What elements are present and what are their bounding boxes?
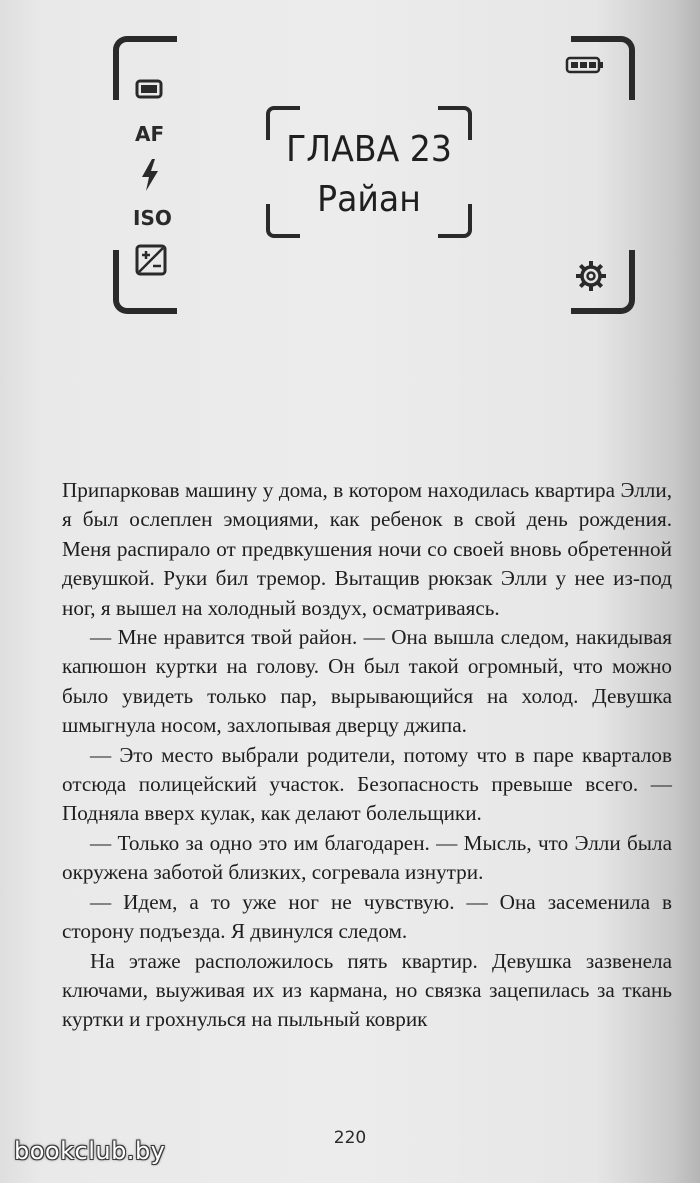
paragraph: — Идем, а то уже ног не чувствую. — Она засеменила в сторону подъезда. Я двинулся следом. [62, 889, 672, 944]
paragraph: — Только за одно это им благодарен. — Мысль, что Элли была окружена заботой близких, согревала изнутри. [62, 830, 672, 885]
paragraph: — Это место выбрали родители, потому что в паре кварталов отсюда полицейский участок. Безопасность превыше всего. — Подняла вверх кулак, как делают болельщики. [62, 742, 672, 826]
iso-label: ISO [133, 206, 172, 230]
chapter-character-name: Райан [317, 179, 421, 220]
af-label: AF [135, 122, 165, 146]
page-number: 220 [333, 1128, 367, 1148]
chapter-title-box [266, 106, 472, 238]
battery-bars-icon [565, 56, 605, 78]
flash-icon [139, 158, 161, 196]
chapter-number: ГЛАВА 23 [286, 129, 452, 170]
paragraph: Припарковав машину у дома, в котором находилась квартира Элли, я был ослеплен эмоциями, как ребенок в свой день рождения. Меня распирало от предвкушения ночи со своей вновь обретенной девушкой. Руки бил тремор. Вытащив рюкзак Элли у нее из-под ног, я вышел на холодный воздух, осматриваясь. [62, 478, 672, 620]
paragraph: — Мне нравится твой район. — Она вышла следом, накидывая капюшон куртки на голову. Он был такой огромный, что можно было увидеть только пар, вырывающийся на холод. Девушка шмыгнула носом, захлопывая дверцу джипа. [62, 625, 672, 738]
paragraph: На этаже расположилось пять квартир. Девушка зазвенела ключами, выуживая их из кармана, но связка зацепилась за ткань куртки и грохнулься на пыльный коврик [62, 948, 672, 1032]
chapter-body [62, 476, 672, 1035]
site-watermark: bookclub.by [14, 1137, 166, 1165]
exposure-icon [135, 244, 167, 280]
gear-icon [575, 260, 607, 296]
battery-icon [135, 78, 165, 104]
